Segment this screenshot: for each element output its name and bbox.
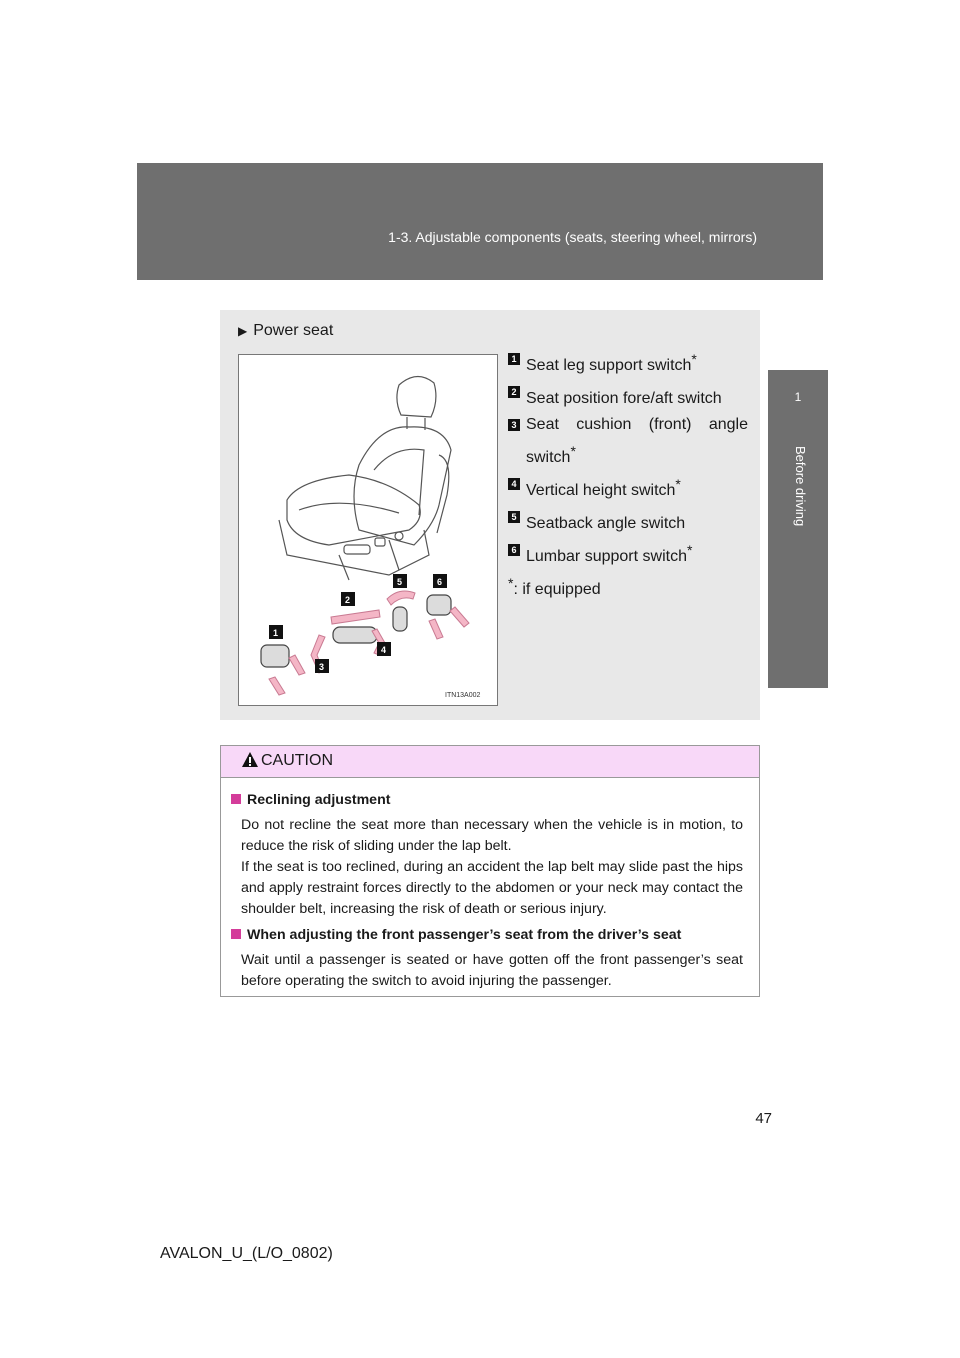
chapter-number: 1 xyxy=(794,390,802,404)
legend-item xyxy=(508,537,748,570)
caution-title: CAUTION xyxy=(261,752,333,769)
legend-item xyxy=(508,346,748,379)
legend-label: Seat cushion (front) angle switch xyxy=(526,416,748,466)
asterisk: * xyxy=(686,542,693,558)
legend-badge: 1 xyxy=(508,353,520,365)
caution-box xyxy=(220,745,760,997)
asterisk: * xyxy=(508,575,514,591)
legend-item xyxy=(508,504,748,537)
caution-paragraph: Do not recline the seat more than necessary when the vehicle is in motion, to reduce the risk of sliding under the lap belt. If the seat is too reclined, during an accident the lap belt may slide past the hips and apply restraint forces directly to the abdomen or your neck may contact the shoulder belt, increasing the risk of death or serious injury. xyxy=(241,817,743,917)
caution-paragraph: Wait until a passenger is seated or have gotten off the front passenger’s seat before operating the switch to avoid injuring the passenger. xyxy=(241,952,743,989)
page-number: 47 xyxy=(755,1110,772,1127)
triangle-bullet-icon: ▶ xyxy=(238,324,248,338)
square-bullet-icon xyxy=(231,929,241,939)
legend-badge: 2 xyxy=(508,386,520,398)
caution-body xyxy=(221,778,759,992)
legend-item xyxy=(508,471,748,504)
caution-heading: When adjusting the front passenger’s seat from the driver’s seat xyxy=(231,925,743,946)
square-bullet-icon xyxy=(231,794,241,804)
panel-title xyxy=(238,322,333,340)
document-code: AVALON_U_(L/O_0802) xyxy=(160,1245,333,1262)
callout-2: 2 xyxy=(345,595,351,605)
callout-4: 4 xyxy=(381,645,387,655)
legend-badge: 4 xyxy=(508,478,520,490)
asterisk: * xyxy=(675,476,681,492)
image-code: ITN13A002 xyxy=(445,692,481,699)
section-title: 1-3. Adjustable components (seats, steering wheel, mirrors) xyxy=(388,229,757,245)
chapter-label: Before driving xyxy=(793,446,808,527)
asterisk: * xyxy=(570,443,576,459)
legend-badge: 6 xyxy=(508,544,520,556)
legend-badge: 3 xyxy=(508,419,520,431)
chapter-tab-number xyxy=(768,370,828,438)
legend-item xyxy=(508,379,748,412)
warning-icon xyxy=(241,751,259,768)
caution-heading: Reclining adjustment xyxy=(231,790,743,811)
legend-label: Seat position fore/aft switch xyxy=(526,390,722,407)
seat-illustration xyxy=(238,354,498,706)
caution-header xyxy=(221,746,759,778)
power-seat-panel xyxy=(220,310,760,720)
callout-1: 1 xyxy=(273,628,279,638)
equipment-note xyxy=(508,570,748,603)
callout-6: 6 xyxy=(437,577,443,587)
asterisk: * xyxy=(691,351,697,367)
note-text: : if equipped xyxy=(513,581,601,598)
legend-item xyxy=(508,412,748,471)
chapter-tab-label xyxy=(768,438,828,688)
callout-3: 3 xyxy=(319,662,325,672)
legend-label: Vertical height switch xyxy=(526,482,676,499)
legend-badge: 5 xyxy=(508,511,520,523)
legend-label: Lumbar support switch xyxy=(526,548,687,565)
chapter-header xyxy=(137,163,823,280)
panel-title-text: Power seat xyxy=(253,322,334,339)
switch-legend xyxy=(508,346,748,603)
legend-label: Seatback angle switch xyxy=(526,515,686,532)
legend-label: Seat leg support switch xyxy=(526,357,692,374)
callout-5: 5 xyxy=(397,577,403,587)
power-seat-drawing xyxy=(239,355,497,705)
